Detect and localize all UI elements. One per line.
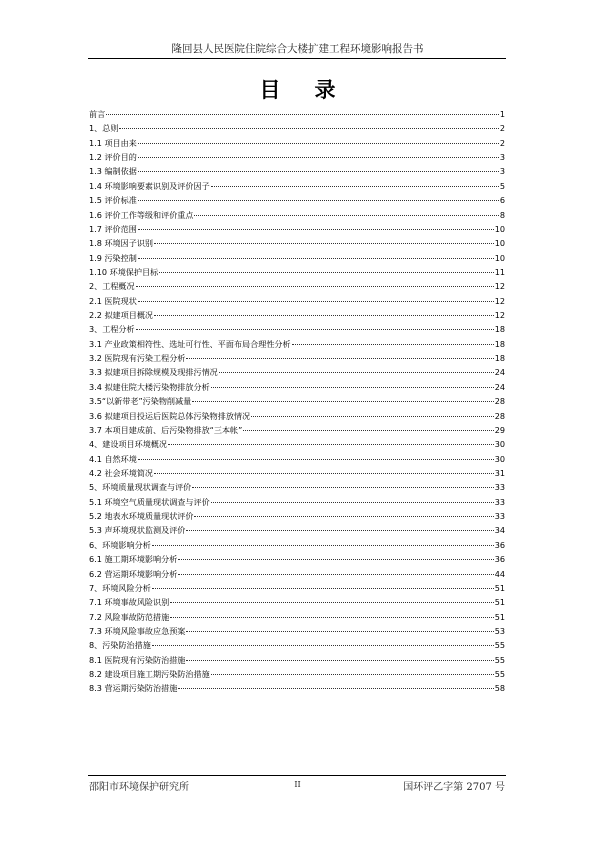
toc-dot-leader	[186, 622, 493, 632]
toc-entry-label: 7.2 风险事故防范措施	[89, 611, 170, 622]
toc-entry-page: 31	[494, 467, 505, 478]
toc-entry-page: 12	[494, 295, 505, 306]
toc-dot-leader	[106, 105, 499, 115]
toc-entry-label: 2.2 拟建项目概况	[89, 310, 154, 321]
toc-entry-page: 51	[494, 611, 505, 622]
toc-dot-leader	[159, 263, 494, 273]
toc-dot-leader	[138, 249, 494, 259]
toc-dot-leader	[170, 593, 493, 603]
toc-entry-label: 1.6 评价工作等级和评价重点	[89, 209, 194, 220]
toc-entry-page: 30	[494, 439, 505, 450]
footer-organization: 邵阳市环境保护研究所	[89, 782, 189, 793]
toc-dot-leader	[178, 679, 493, 689]
toc-entry-page: 53	[494, 625, 505, 636]
toc-entry-label: 6.1 施工期环境影响分析	[89, 554, 178, 565]
toc-entry-page: 51	[494, 597, 505, 608]
footer-license-number: 国环评乙字第 2707 号	[403, 782, 505, 793]
toc-dot-leader	[138, 191, 499, 201]
toc-entry-label: 8、污染防治措施	[89, 640, 151, 651]
toc-entry-page: 10	[494, 252, 505, 263]
toc-entry-label: 1.3 编制依据	[89, 166, 137, 177]
toc-entry-page: 10	[494, 223, 505, 234]
toc-entry-page: 24	[494, 367, 505, 378]
toc-entry-page: 33	[494, 482, 505, 493]
toc-entry-label: 4.2 社会环境简况	[89, 467, 154, 478]
toc-dot-leader	[243, 421, 493, 431]
toc-entry-label: 8.2 建设项目施工期污染防治措施	[89, 669, 210, 680]
toc-entry-label: 3.1 产业政策相符性、选址可行性、平面布局合理性分析	[89, 338, 291, 349]
toc-dot-leader	[138, 220, 494, 230]
toc-entry-label: 前言	[89, 109, 106, 119]
toc-dot-leader	[136, 277, 494, 287]
toc-entry-page: 58	[494, 683, 505, 694]
toc-entry-label: 2.1 医院现状	[89, 295, 137, 306]
toc-entry-page: 55	[494, 654, 505, 665]
toc-entry-page: 12	[494, 281, 505, 292]
toc-entry-page: 8	[499, 209, 505, 220]
toc-entry-page: 51	[494, 582, 505, 593]
footer-page-number: II	[294, 780, 301, 789]
toc-entry-label: 3.3 拟建项目拆除规模及现排污情况	[89, 367, 218, 378]
toc-dot-leader	[154, 306, 494, 316]
toc-entry-label: 7.1 环境事故风险识别	[89, 597, 170, 608]
toc-dot-leader	[186, 349, 493, 359]
toc-entry-page: 55	[494, 669, 505, 680]
toc-entry-page: 11	[494, 266, 505, 277]
toc-entry-label: 5.1 环境空气质量现状调查与评价	[89, 496, 210, 507]
toc-entry-label: 4、建设项目环境概况	[89, 439, 167, 450]
toc-dot-leader	[119, 119, 498, 129]
toc-entry-label: 3.4 拟建住院大楼污染物排放分析	[89, 381, 210, 392]
toc-entry-page: 36	[494, 539, 505, 550]
toc-entry-label: 1.1 项目由来	[89, 137, 137, 148]
toc-title-char-1: 目	[259, 78, 281, 102]
toc-entry-label: 1.10 环境保护目标	[89, 266, 159, 277]
toc-dot-leader	[211, 177, 499, 187]
page-header: 隆回县人民医院住院综合大楼扩建工程环境影响报告书	[171, 43, 424, 55]
toc-entry-page: 2	[499, 137, 505, 148]
toc-dot-leader	[154, 464, 494, 474]
toc-dot-leader	[186, 651, 493, 661]
toc-dot-leader	[251, 407, 494, 417]
toc-entry-label: 6.2 营运期环境影响分析	[89, 568, 178, 579]
toc-entry-page: 24	[494, 381, 505, 392]
toc-entry-label: 1.9 污染控制	[89, 252, 137, 263]
toc-dot-leader	[138, 450, 494, 460]
toc-entry-page: 2	[499, 123, 505, 134]
toc-title	[0, 74, 595, 104]
toc-entry-page: 18	[494, 338, 505, 349]
toc-dot-leader	[138, 162, 499, 172]
toc-entry-page: 34	[494, 525, 505, 536]
toc-entry-page: 30	[494, 453, 505, 464]
toc-dot-leader	[154, 234, 494, 244]
toc-dot-leader	[138, 134, 499, 144]
toc-entry-label: 1.5 评价标准	[89, 195, 137, 206]
toc-dot-leader	[168, 435, 494, 445]
toc-dot-leader	[152, 536, 494, 546]
toc-dot-leader	[211, 665, 494, 675]
toc-entry-page: 6	[499, 195, 505, 206]
toc-entry-page: 33	[494, 496, 505, 507]
toc-entry-label: 5、环境质量现状调查与评价	[89, 482, 192, 493]
toc-dot-leader	[186, 521, 493, 531]
toc-entry-label: 2、工程概况	[89, 281, 135, 292]
toc-entry-label: 3.5“以新带老”污染物削减量	[89, 396, 192, 407]
toc-dot-leader	[138, 292, 494, 302]
toc-entry-label: 3.7 本项目建成前、后污染物排放“三本帐”	[89, 424, 243, 435]
toc-entry-label: 8.1 医院现有污染防治措施	[89, 654, 186, 665]
toc-entry-label: 1.7 评价范围	[89, 223, 137, 234]
footer-rule	[88, 775, 506, 776]
toc-entry-page: 28	[494, 396, 505, 407]
toc-entry-label: 7.3 环境风险事故应急预案	[89, 625, 186, 636]
toc-dot-leader	[211, 378, 494, 388]
toc-entry-label: 1、总则	[89, 123, 119, 134]
toc-entry-label: 1.8 环境因子识别	[89, 238, 154, 249]
toc-entry[interactable]	[89, 681, 505, 695]
toc-entry-page: 55	[494, 640, 505, 651]
toc-dot-leader	[192, 478, 493, 488]
toc-entry-label: 1.2 评价目的	[89, 152, 137, 163]
toc-dot-leader	[178, 565, 493, 575]
toc-entry-label: 7、环境风险分析	[89, 582, 151, 593]
toc-dot-leader	[192, 392, 493, 402]
toc-entry-page: 3	[499, 152, 505, 163]
toc-entry-label: 1.4 环境影响要素识别及评价因子	[89, 180, 210, 191]
toc-title-char-2: 录	[314, 78, 336, 102]
table-of-contents	[89, 107, 505, 696]
toc-dot-leader	[152, 579, 494, 589]
toc-dot-leader	[211, 493, 494, 503]
toc-entry-page: 12	[494, 310, 505, 321]
toc-entry-page: 44	[494, 568, 505, 579]
toc-dot-leader	[170, 608, 493, 618]
toc-entry-label: 4.1 自然环境	[89, 453, 137, 464]
toc-entry-label: 3.6 拟建项目投运后医院总体污染物排放情况	[89, 410, 251, 421]
toc-entry-label: 3、工程分析	[89, 324, 135, 335]
toc-dot-leader	[219, 363, 494, 373]
toc-entry-page: 5	[499, 180, 505, 191]
toc-entry-label: 6、环境影响分析	[89, 539, 151, 550]
toc-entry-page: 18	[494, 324, 505, 335]
toc-entry-label: 8.3 营运期污染防治措施	[89, 683, 178, 694]
header-rule	[88, 58, 506, 59]
toc-entry-page: 1	[499, 109, 505, 119]
toc-dot-leader	[194, 206, 498, 216]
toc-entry-label: 5.3 声环境现状监测及评价	[89, 525, 186, 536]
toc-entry-page: 33	[494, 511, 505, 522]
toc-entry-page: 10	[494, 238, 505, 249]
toc-dot-leader	[292, 335, 494, 345]
toc-entry-label: 3.2 医院现有污染工程分析	[89, 353, 186, 364]
toc-entry-page: 29	[494, 424, 505, 435]
toc-dot-leader	[136, 320, 494, 330]
toc-entry-label: 5.2 地表水环境质量现状评价	[89, 511, 194, 522]
toc-entry-page: 36	[494, 554, 505, 565]
toc-entry-page: 18	[494, 353, 505, 364]
toc-dot-leader	[194, 507, 493, 517]
toc-entry-page: 28	[494, 410, 505, 421]
toc-dot-leader	[178, 550, 493, 560]
toc-dot-leader	[138, 148, 499, 158]
toc-dot-leader	[152, 636, 494, 646]
toc-entry-page: 3	[499, 166, 505, 177]
